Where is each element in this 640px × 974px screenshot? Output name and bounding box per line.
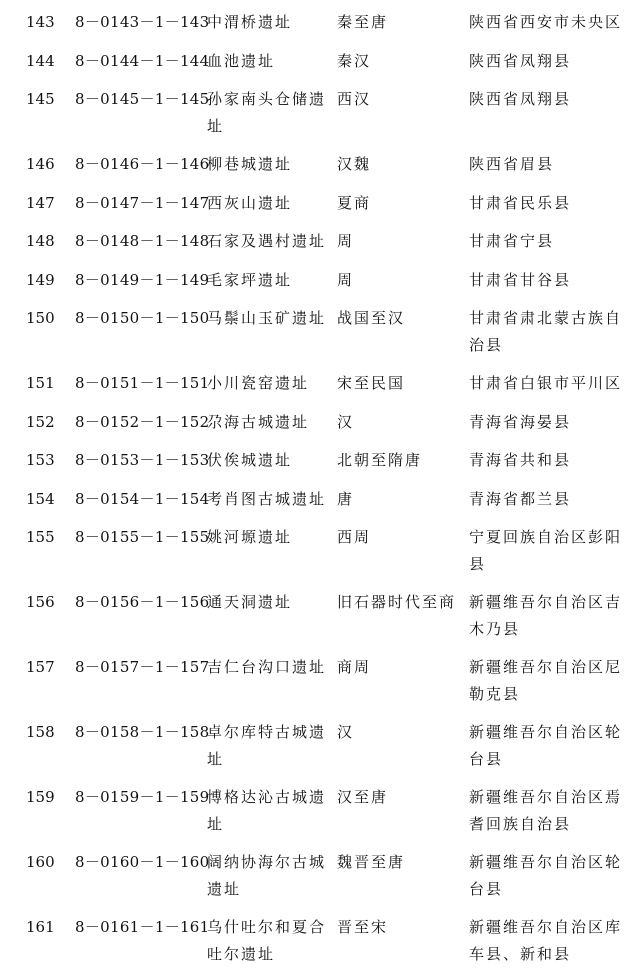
- row-number: 145: [26, 90, 55, 108]
- table-row: [0, 4, 640, 43]
- site-era: 北朝至隋唐: [337, 451, 423, 469]
- site-name: 西灰山遗址: [207, 193, 293, 212]
- site-location: 青海省海晏县: [469, 412, 572, 431]
- site-location: 甘肃省甘谷县: [469, 270, 572, 289]
- site-code: 8－0144－1－144: [75, 51, 210, 70]
- site-code: 8－0146－1－146: [75, 155, 210, 173]
- site-name: 血池遗址: [207, 51, 276, 70]
- site-location: 甘肃省宁县: [469, 232, 555, 250]
- row-number: 149: [26, 270, 55, 289]
- table-row: [0, 519, 640, 584]
- site-code: 8－0151－1－151: [75, 374, 210, 392]
- site-era: 夏商: [337, 193, 372, 212]
- row-number: 158: [26, 723, 55, 741]
- row-number: 153: [26, 451, 55, 469]
- site-era: 汉: [337, 412, 355, 431]
- table-row: [0, 909, 640, 974]
- row-number: 152: [26, 412, 55, 431]
- site-era: 战国至汉: [337, 309, 406, 327]
- table-row: [0, 584, 640, 649]
- table-row: [0, 262, 640, 301]
- site-location: 甘肃省白银市平川区: [469, 374, 623, 392]
- row-number: 161: [26, 918, 55, 936]
- site-era: 晋至宋: [337, 918, 389, 936]
- site-name: 吉仁台沟口遗址: [207, 658, 327, 676]
- site-location: 甘肃省民乐县: [469, 193, 572, 212]
- table-row: [0, 43, 640, 82]
- table-row: [0, 844, 640, 909]
- site-code: 8－0150－1－150: [75, 309, 210, 327]
- site-name: 卓尔库特古城遗址: [207, 723, 327, 768]
- site-code: 8－0159－1－159: [75, 788, 210, 806]
- row-number: 146: [26, 155, 55, 173]
- site-location: 陕西省西安市未央区: [469, 13, 623, 31]
- site-code: 8－0157－1－157: [75, 658, 210, 676]
- site-era: 汉至唐: [337, 788, 389, 806]
- row-number: 154: [26, 489, 55, 508]
- site-era: 魏晋至唐: [337, 853, 406, 871]
- site-location: 宁夏回族自治区彭阳县: [469, 528, 623, 573]
- site-name: 孙家南头仓储遗址: [207, 90, 327, 135]
- site-location: 青海省共和县: [469, 451, 572, 469]
- row-number: 143: [26, 13, 55, 31]
- table-row: [0, 185, 640, 224]
- site-era: 宋至民国: [337, 374, 406, 392]
- site-name: 通天洞遗址: [207, 593, 293, 611]
- site-era: 周: [337, 270, 355, 289]
- site-code: 8－0158－1－158: [75, 723, 210, 741]
- table-row: [0, 365, 640, 404]
- site-era: 周: [337, 232, 355, 250]
- site-name: 毛家坪遗址: [207, 270, 293, 289]
- site-era: 汉: [337, 723, 355, 741]
- row-number: 151: [26, 374, 55, 392]
- site-location: 甘肃省肃北蒙古族自治县: [469, 309, 623, 354]
- site-code: 8－0153－1－153: [75, 451, 210, 469]
- site-name: 中渭桥遗址: [207, 13, 293, 31]
- table-row: [0, 300, 640, 365]
- site-era: 秦汉: [337, 51, 372, 70]
- site-name: 尕海古城遗址: [207, 412, 310, 431]
- row-number: 148: [26, 232, 55, 250]
- site-location: 青海省都兰县: [469, 489, 572, 508]
- site-location: 新疆维吾尔自治区轮台县: [469, 853, 623, 898]
- site-era: 商周: [337, 658, 372, 676]
- row-number: 144: [26, 51, 55, 70]
- table-row: [0, 223, 640, 262]
- site-name: 阔纳协海尔古城遗址: [207, 853, 327, 898]
- site-name: 小川瓷窑遗址: [207, 374, 310, 392]
- table-row: [0, 714, 640, 779]
- site-name: 伏俟城遗址: [207, 451, 293, 469]
- site-era: 西周: [337, 528, 372, 546]
- site-era: 汉魏: [337, 155, 372, 173]
- site-code: 8－0145－1－145: [75, 90, 210, 108]
- table-row: [0, 404, 640, 443]
- site-code: 8－0149－1－149: [75, 270, 210, 289]
- site-location: 陕西省眉县: [469, 155, 555, 173]
- site-name: 姚河塬遗址: [207, 528, 293, 546]
- site-name: 柳巷城遗址: [207, 155, 293, 173]
- site-name: 石家及遇村遗址: [207, 232, 327, 250]
- site-code: 8－0147－1－147: [75, 193, 210, 212]
- site-era: 西汉: [337, 90, 372, 108]
- table-row: [0, 442, 640, 481]
- site-code: 8－0148－1－148: [75, 232, 210, 250]
- row-number: 157: [26, 658, 55, 676]
- site-code: 8－0155－1－155: [75, 528, 210, 546]
- site-name: 马鬃山玉矿遗址: [207, 309, 327, 327]
- site-code: 8－0152－1－152: [75, 412, 210, 431]
- table-row: [0, 779, 640, 844]
- row-number: 155: [26, 528, 55, 546]
- row-number: 159: [26, 788, 55, 806]
- row-number: 156: [26, 593, 55, 611]
- site-code: 8－0156－1－156: [75, 593, 210, 611]
- site-location: 陕西省凤翔县: [469, 90, 572, 108]
- site-location: 新疆维吾尔自治区轮台县: [469, 723, 623, 768]
- site-code: 8－0143－1－143: [75, 13, 210, 31]
- site-era: 旧石器时代至商: [337, 593, 457, 611]
- table-body: [0, 4, 640, 974]
- site-location: 新疆维吾尔自治区尼勒克县: [469, 658, 623, 703]
- heritage-sites-table: [0, 4, 640, 974]
- table-row: [0, 146, 640, 185]
- table-row: [0, 481, 640, 520]
- site-code: 8－0154－1－154: [75, 489, 210, 508]
- site-name: 考肖图古城遗址: [207, 489, 327, 508]
- table-row: [0, 81, 640, 146]
- row-number: 147: [26, 193, 55, 212]
- row-number: 150: [26, 309, 55, 327]
- row-number: 160: [26, 853, 55, 871]
- site-code: 8－0161－1－161: [75, 918, 210, 936]
- site-name: 博格达沁古城遗址: [207, 788, 327, 833]
- site-location: 陕西省凤翔县: [469, 51, 572, 70]
- site-location: 新疆维吾尔自治区焉耆回族自治县: [469, 788, 623, 833]
- site-era: 唐: [337, 489, 355, 508]
- site-location: 新疆维吾尔自治区吉木乃县: [469, 593, 623, 638]
- site-location: 新疆维吾尔自治区库车县、新和县: [469, 918, 623, 963]
- site-name: 乌什吐尔和夏合吐尔遗址: [207, 918, 327, 963]
- site-code: 8－0160－1－160: [75, 853, 210, 871]
- table-row: [0, 649, 640, 714]
- site-era: 秦至唐: [337, 13, 389, 31]
